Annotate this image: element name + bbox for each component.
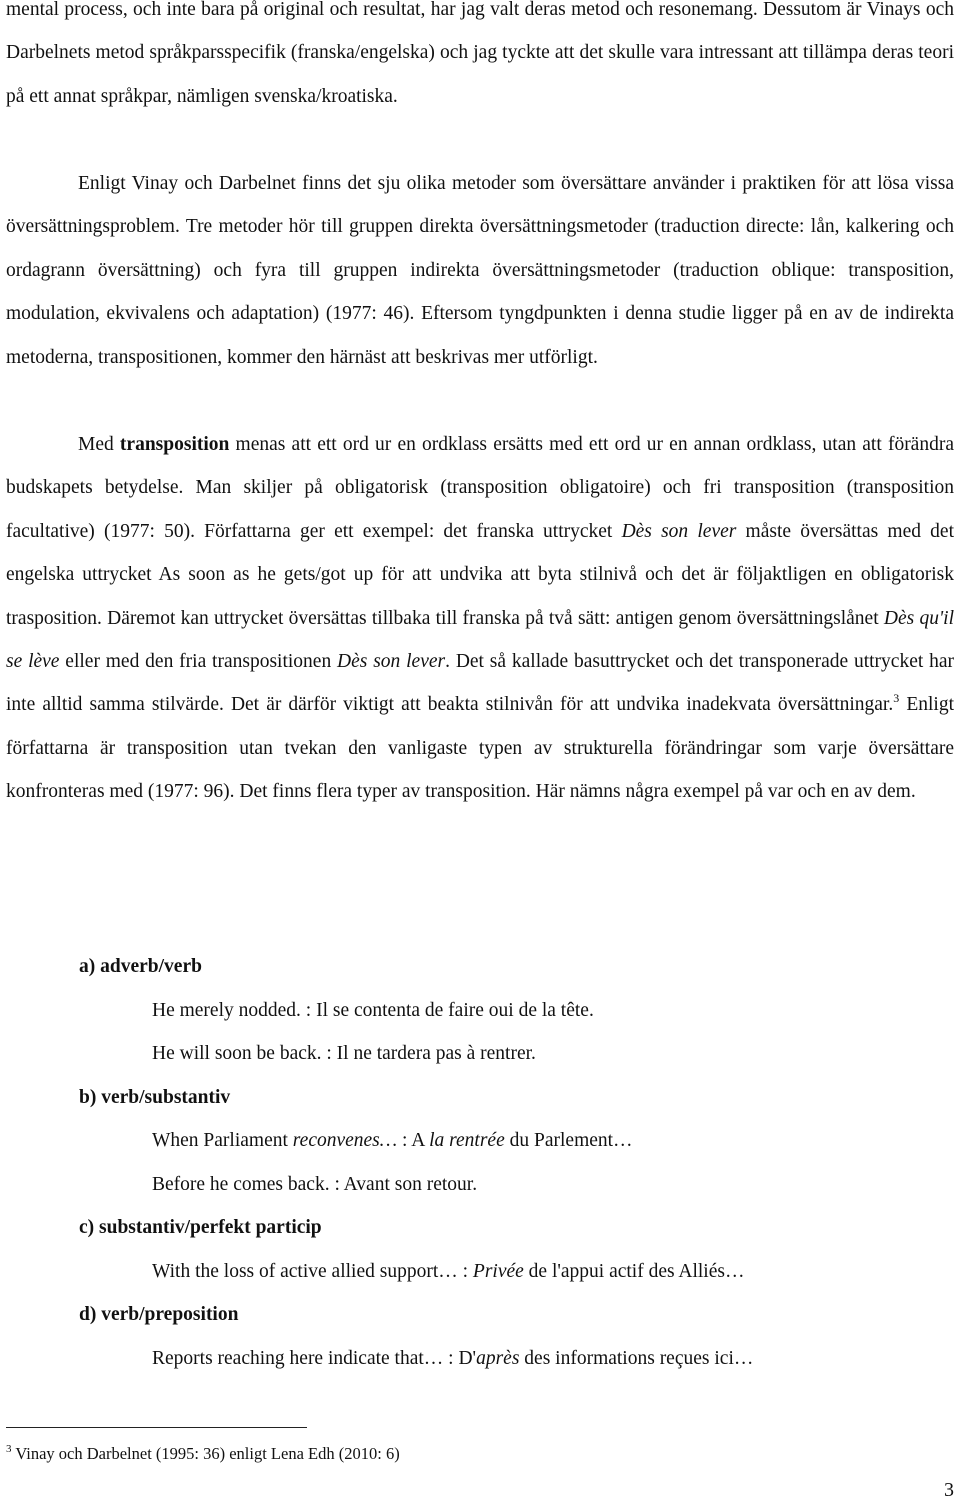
example-line [152,1347,753,1371]
text-span: du Parlement… [504,1130,633,1151]
text-span: des informations reçues ici… [519,1348,754,1369]
footnote-reference: 3 [893,691,900,706]
paragraph-method-motivation [6,0,954,118]
text-span: Reports reaching here indicate that… : D' [152,1348,477,1369]
paragraph-text: Enligt Vinay och Darbelnet finns det sju olika metoder som översättare använder i praktiken för att lösa vissa översättningsproblem. Tre metoder hör till gruppen direkta översättningsmetoder (traduction directe: lån, kalkering och ordagrann översättning) och fyra till gruppen indirekta översättningsmetoder (traduction oblique: transposition, modulation, ekvivalens och adaptation) (1977: 46). Eftersom tyngdpunkten i denna studie ligger på en av de indirekta metoderna, transpositionen, kommer den härnäst att beskrivas mer utförligt. [6,173,954,368]
italic-phrase: Dès son lever [337,651,446,673]
example-heading-d: d) verb/preposition [79,1304,239,1325]
page-number: 3 [944,1479,954,1501]
example-line: He merely nodded. : Il se contenta de faire oui de la tête. [152,1000,594,1021]
text-span: When Parliament [152,1130,293,1151]
text-span: Med [78,434,120,455]
italic-phrase: reconvenes… [292,1130,398,1151]
example-heading-b: b) verb/substantiv [79,1087,231,1108]
paragraph-seven-methods [6,162,954,379]
term-transposition: transposition [119,434,230,455]
text-span: Enligt författarna är transposition utan tvekan den vanligaste typen av strukturella förändringar som varje översättare konfronteras med (1977: 96). Det finns flera typer av transposition. Här nämns några exempel på var och en av dem. [6,694,954,803]
footnote-separator [6,1427,307,1428]
paragraph-text: mental process, och inte bara på original och resultat, har jag valt deras metod och resonemang. Dessutom är Vinays och Darbelnets metod språkparsspecifik (franska/engelska) och jag tyckte att det skulle vara intressant att tillämpa deras teori på ett annat språkpar, nämligen svenska/kroatiska. [6,0,954,107]
text-span: menas att ett ord ur en ordklass ersätts med ett ord ur en annan ordklass, utan att förändra budskapets betydelse. Man skiljer på obligatorisk (transposition obligatoire) och fri transposition (transposition facultative) (1977: 50). Författarna ger ett exempel: det franska uttrycket [6,434,954,542]
italic-phrase: après [476,1348,520,1369]
example-line: Before he comes back. : Avant son retour. [152,1174,478,1195]
example-heading-a: a) adverb/verb [79,956,202,977]
text-span: eller med den fria transpositionen [59,651,338,673]
footnote-marker: 3 [6,1443,12,1455]
paragraph-transposition [6,423,954,814]
text-span: de l'appui actif des Alliés… [523,1261,745,1282]
example-line: He will soon be back. : Il ne tardera pas à rentrer. [152,1043,536,1064]
example-line [152,1260,744,1284]
text-span: måste översättas med det engelska uttrycket As soon as he gets/got up för att undvika att byta stilnivå och det är följaktligen en obligatorisk trasposition. Däremot kan uttrycket översättas tillbaka till franska på två sätt: antigen genom översättningslånet [6,520,955,629]
example-heading-c: c) substantiv/perfekt particip [79,1217,322,1238]
example-line [152,1129,633,1153]
footnote [6,1442,400,1466]
italic-phrase: Dès qu'il se lève [6,607,954,673]
text-span: : A [397,1130,430,1151]
italic-phrase: Privée [472,1261,524,1282]
italic-phrase: Dès son lever [621,520,737,542]
footnote-text: Vinay och Darbelnet (1995: 36) enligt Lena Edh (2010: 6) [11,1444,400,1463]
text-span: . Det så kallade basuttrycket och det transponerade uttrycket har inte alltid samma stilvärde. Det är därför viktigt att beakta stilnivån för att undvika inadekvata översättningar. [6,651,955,716]
text-span: With the loss of active allied support… : [152,1261,473,1282]
italic-phrase: la rentrée [429,1130,505,1151]
